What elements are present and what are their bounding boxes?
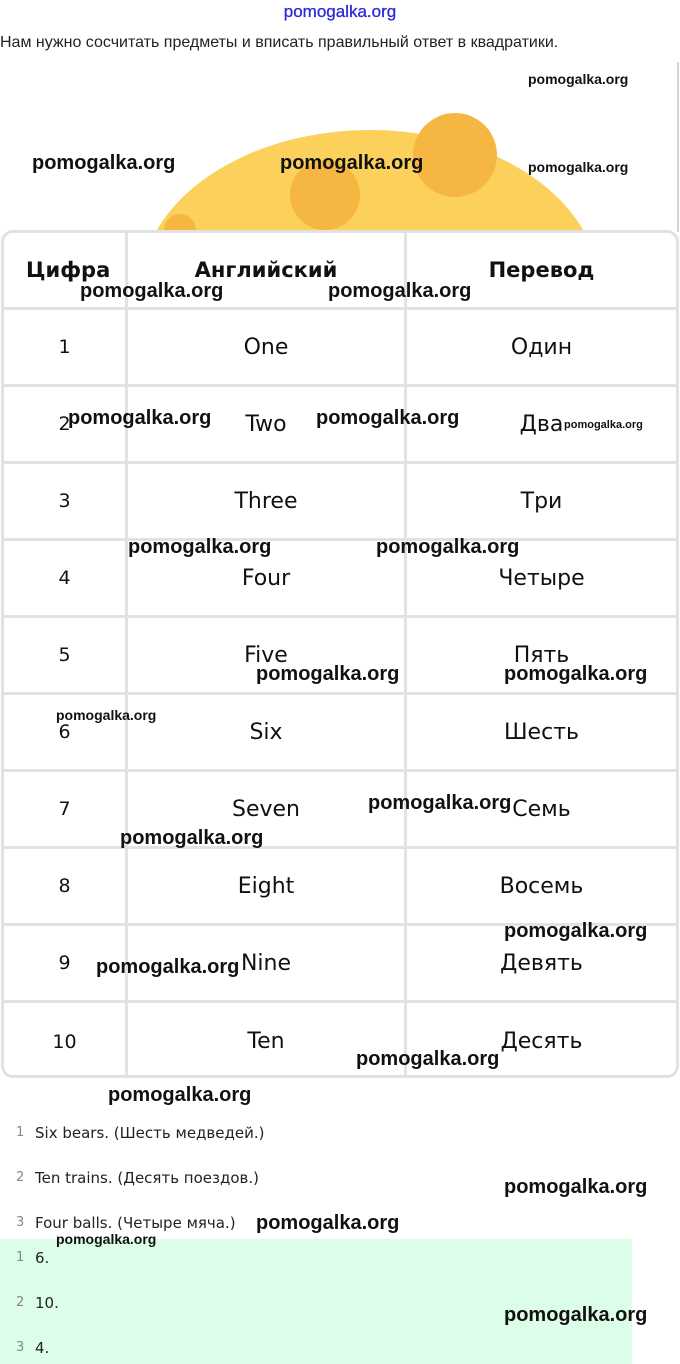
table-row [4, 310, 676, 387]
table-row [4, 772, 676, 849]
watermark: pomogalka.org [376, 536, 520, 558]
question-text: Four balls. (Четыре мяча.) [35, 1213, 236, 1232]
cell-translation: Восемь [499, 873, 584, 899]
watermark: pomogalka.org [528, 71, 629, 87]
watermark: pomogalka.org [128, 536, 272, 558]
cell-english: Eight [128, 849, 407, 923]
answer-item [0, 1325, 680, 1364]
watermark: pomogalka.org [32, 152, 176, 174]
watermark: pomogalka.org [56, 707, 157, 723]
watermark: pomogalka.org [256, 1212, 400, 1234]
answer-text: 6. [35, 1248, 50, 1267]
cell-translation: Четыре [498, 565, 585, 591]
question-text: Ten trains. (Десять поездов.) [35, 1168, 259, 1187]
moon-crater [413, 113, 497, 197]
cell-digit: 8 [4, 849, 128, 923]
watermark: pomogalka.org [564, 419, 643, 431]
cell-translation: Два [519, 411, 564, 437]
answer-number: 1 [16, 1250, 25, 1265]
cell-digit: 4 [4, 541, 128, 615]
watermark: pomogalka.org [528, 159, 629, 175]
watermark: pomogalka.org [368, 792, 512, 814]
watermark: pomogalka.org [280, 152, 424, 174]
cell-digit: 2 [4, 387, 128, 461]
watermark: pomogalka.org [256, 663, 400, 685]
cell-english: Seven [128, 772, 407, 846]
cell-english: Three [128, 464, 407, 538]
cell-digit: 5 [4, 618, 128, 692]
table-row [4, 541, 676, 618]
cell-english: Ten [128, 1003, 407, 1078]
cell-english: One [128, 310, 407, 384]
watermark: pomogalka.org [316, 407, 460, 429]
answer-number: 3 [16, 1340, 25, 1355]
table-row [4, 849, 676, 926]
cell-translation: Семь [512, 796, 571, 822]
header-digit: Цифра [4, 233, 128, 307]
answer-text: 4. [35, 1338, 50, 1357]
question-text: Six bears. (Шесть медведей.) [35, 1123, 265, 1142]
cell-english: Five [128, 618, 407, 692]
cell-english: Six [128, 695, 407, 769]
watermark: pomogalka.org [108, 1084, 252, 1106]
cell-digit: 9 [4, 926, 128, 1000]
cell-translation: Десять [500, 1029, 583, 1054]
watermark: pomogalka.org [504, 920, 648, 942]
watermark: pomogalka.org [56, 1231, 157, 1247]
table-row [4, 464, 676, 541]
question-number: 2 [16, 1170, 25, 1185]
table-row [4, 1003, 676, 1078]
watermark: pomogalka.org [504, 1304, 648, 1326]
cell-translation: Три [520, 488, 563, 514]
header-translation: Перевод [488, 258, 595, 282]
cell-digit: 7 [4, 772, 128, 846]
watermark: pomogalka.org [80, 280, 224, 302]
cell-translation: Пять [513, 642, 570, 668]
watermark: pomogalka.org [120, 827, 264, 849]
watermark: pomogalka.org [68, 407, 212, 429]
watermark: pomogalka.org [504, 1176, 648, 1198]
watermark: pomogalka.org [356, 1048, 500, 1070]
watermark: pomogalka.org [96, 956, 240, 978]
site-link[interactable]: pomogalka.org [283, 2, 397, 21]
answer-number: 2 [16, 1295, 25, 1310]
divider [677, 62, 679, 232]
question-number: 3 [16, 1215, 25, 1230]
cell-translation: Шесть [504, 719, 579, 745]
question-number: 1 [16, 1125, 25, 1140]
cell-digit: 3 [4, 464, 128, 538]
cell-translation: Девять [500, 950, 583, 976]
cell-digit: 10 [4, 1003, 128, 1078]
moon-illustration [0, 60, 680, 240]
watermark: pomogalka.org [328, 280, 472, 302]
moon-shape [140, 130, 600, 240]
numbers-table [1, 230, 679, 1078]
watermark: pomogalka.org [504, 663, 648, 685]
cell-digit: 6 [4, 695, 128, 769]
question-item [0, 1110, 680, 1155]
instruction-text: Нам нужно сосчитать предметы и вписать правильный ответ в квадратики. [0, 34, 559, 51]
cell-translation: Один [510, 334, 573, 360]
cell-english: Nine [128, 926, 407, 1000]
cell-digit: 1 [4, 310, 128, 384]
header-english: Английский [128, 233, 407, 307]
answer-text: 10. [35, 1293, 59, 1312]
cell-english: Two [128, 387, 407, 461]
cell-english: Four [128, 541, 407, 615]
